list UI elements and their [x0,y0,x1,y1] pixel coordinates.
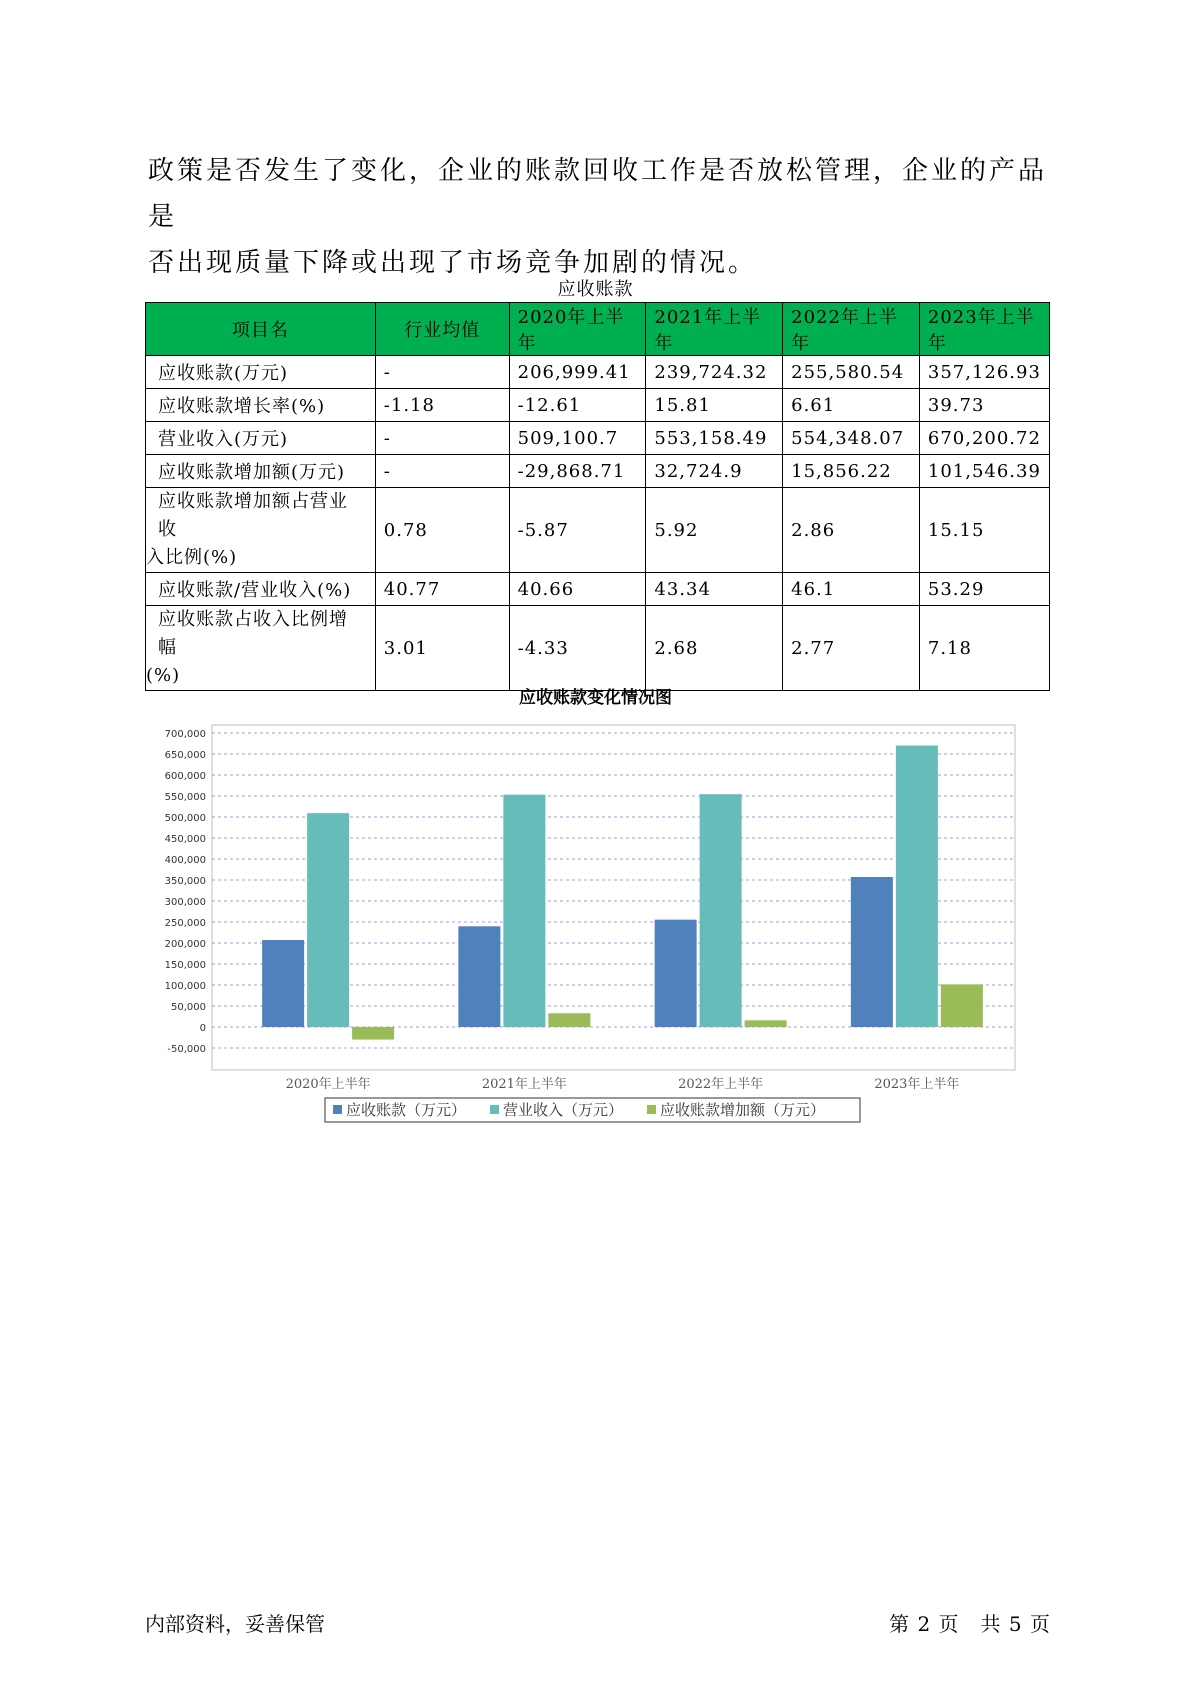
table-cell: 239,724.32 [646,356,783,389]
table-cell: - [375,455,509,488]
y-tick-label: 550,000 [164,792,206,803]
legend-swatch [490,1105,499,1114]
row-label [146,606,376,691]
bar [745,1020,787,1027]
page-number: 第 2 页 共 5 页 [889,1612,1051,1636]
table-cell: 5.92 [646,488,783,573]
row-label: 应收账款增长率(%) [146,389,376,422]
chart-title: 应收账款变化情况图 [519,688,672,708]
bar [458,926,500,1027]
bar [941,984,983,1027]
x-tick-label: 2023年上半年 [874,1077,960,1092]
table-row [146,606,1050,691]
bar [307,813,349,1027]
column-header: 2022年上半年 [783,303,920,356]
y-tick-label: 400,000 [164,855,206,866]
receivables-table [145,302,1050,691]
table-cell: 2.68 [646,606,783,691]
row-label: 应收账款(万元) [146,356,376,389]
footer-note: 内部资料，妥善保管 [145,1612,325,1636]
y-tick-label: 700,000 [164,729,206,740]
y-tick-label: 0 [199,1023,206,1034]
x-tick-label: 2021年上半年 [481,1077,567,1092]
legend-label: 应收账款（万元） [346,1101,467,1119]
paragraph-line: 政策是否发生了变化，企业的账款回收工作是否放松管理，企业的产品是 [148,156,1048,232]
y-tick-label: 650,000 [164,750,206,761]
table-cell: -4.33 [509,606,646,691]
column-header: 2023年上半年 [919,303,1049,356]
table-cell: - [375,422,509,455]
table-cell: 3.01 [375,606,509,691]
table-cell: 46.1 [783,573,920,606]
bar [851,877,893,1027]
table-cell: 670,200.72 [919,422,1049,455]
y-tick-label: 300,000 [164,897,206,908]
table-cell: 43.34 [646,573,783,606]
table-row [146,356,1050,389]
row-label-line: 应收账款增加额占营业收 [158,491,348,540]
table-row [146,488,1050,573]
row-label-line: 入比例(%) [146,547,238,568]
row-label: 应收账款增加额(万元) [146,455,376,488]
table-cell: -1.18 [375,389,509,422]
bar [548,1013,590,1027]
table-cell: 15,856.22 [783,455,920,488]
row-label: 营业收入(万元) [146,422,376,455]
table-cell: 40.66 [509,573,646,606]
table-cell: 553,158.49 [646,422,783,455]
bar [655,920,697,1027]
table-cell: 2.86 [783,488,920,573]
table-cell: 7.18 [919,606,1049,691]
table-caption: 应收账款 [557,279,634,300]
body-paragraph [148,148,1048,286]
bar-chart [150,715,1030,1135]
y-tick-label: 200,000 [164,939,206,950]
table-cell: -12.61 [509,389,646,422]
y-tick-label: 350,000 [164,876,206,887]
paragraph-line: 否出现质量下降或出现了市场竞争加剧的情况。 [148,248,758,278]
table-cell: - [375,356,509,389]
row-label-line: 应收账款占收入比例增幅 [158,609,348,658]
table-cell: -5.87 [509,488,646,573]
column-header: 行业均值 [375,303,509,356]
column-header: 2020年上半年 [509,303,646,356]
row-label-line: (%) [146,665,181,686]
bar [352,1027,394,1040]
row-label: 应收账款/营业收入(%) [146,573,376,606]
table-cell: 2.77 [783,606,920,691]
table-cell: 40.77 [375,573,509,606]
table-cell: 0.78 [375,488,509,573]
legend-label: 营业收入（万元） [503,1101,624,1119]
x-tick-label: 2022年上半年 [678,1077,764,1092]
legend-swatch [333,1105,342,1114]
table-row [146,455,1050,488]
column-header: 2021年上半年 [646,303,783,356]
table-row [146,389,1050,422]
legend-swatch [647,1105,656,1114]
table-cell: 6.61 [783,389,920,422]
column-header: 项目名 [146,303,376,356]
bar [503,795,545,1027]
table-cell: 255,580.54 [783,356,920,389]
table-cell: -29,868.71 [509,455,646,488]
legend-label: 应收账款增加额（万元） [660,1101,826,1119]
table-cell: 32,724.9 [646,455,783,488]
table-cell: 39.73 [919,389,1049,422]
table-cell: 15.15 [919,488,1049,573]
table-cell: 53.29 [919,573,1049,606]
bar [700,794,742,1027]
table-cell: 554,348.07 [783,422,920,455]
y-tick-label: 150,000 [164,960,206,971]
y-tick-label: 250,000 [164,918,206,929]
x-tick-label: 2020年上半年 [285,1077,371,1092]
table-cell: 357,126.93 [919,356,1049,389]
table-row [146,422,1050,455]
y-tick-label: 450,000 [164,834,206,845]
bar [262,940,304,1027]
bar [896,746,938,1027]
y-tick-label: 600,000 [164,771,206,782]
y-tick-label: 500,000 [164,813,206,824]
table-cell: 206,999.41 [509,356,646,389]
table-cell: 509,100.7 [509,422,646,455]
table-cell: 15.81 [646,389,783,422]
y-tick-label: -50,000 [167,1044,206,1055]
table-cell: 101,546.39 [919,455,1049,488]
y-tick-label: 50,000 [171,1002,206,1013]
row-label [146,488,376,573]
y-tick-label: 100,000 [164,981,206,992]
table-header-row [146,303,1050,356]
table-row [146,573,1050,606]
